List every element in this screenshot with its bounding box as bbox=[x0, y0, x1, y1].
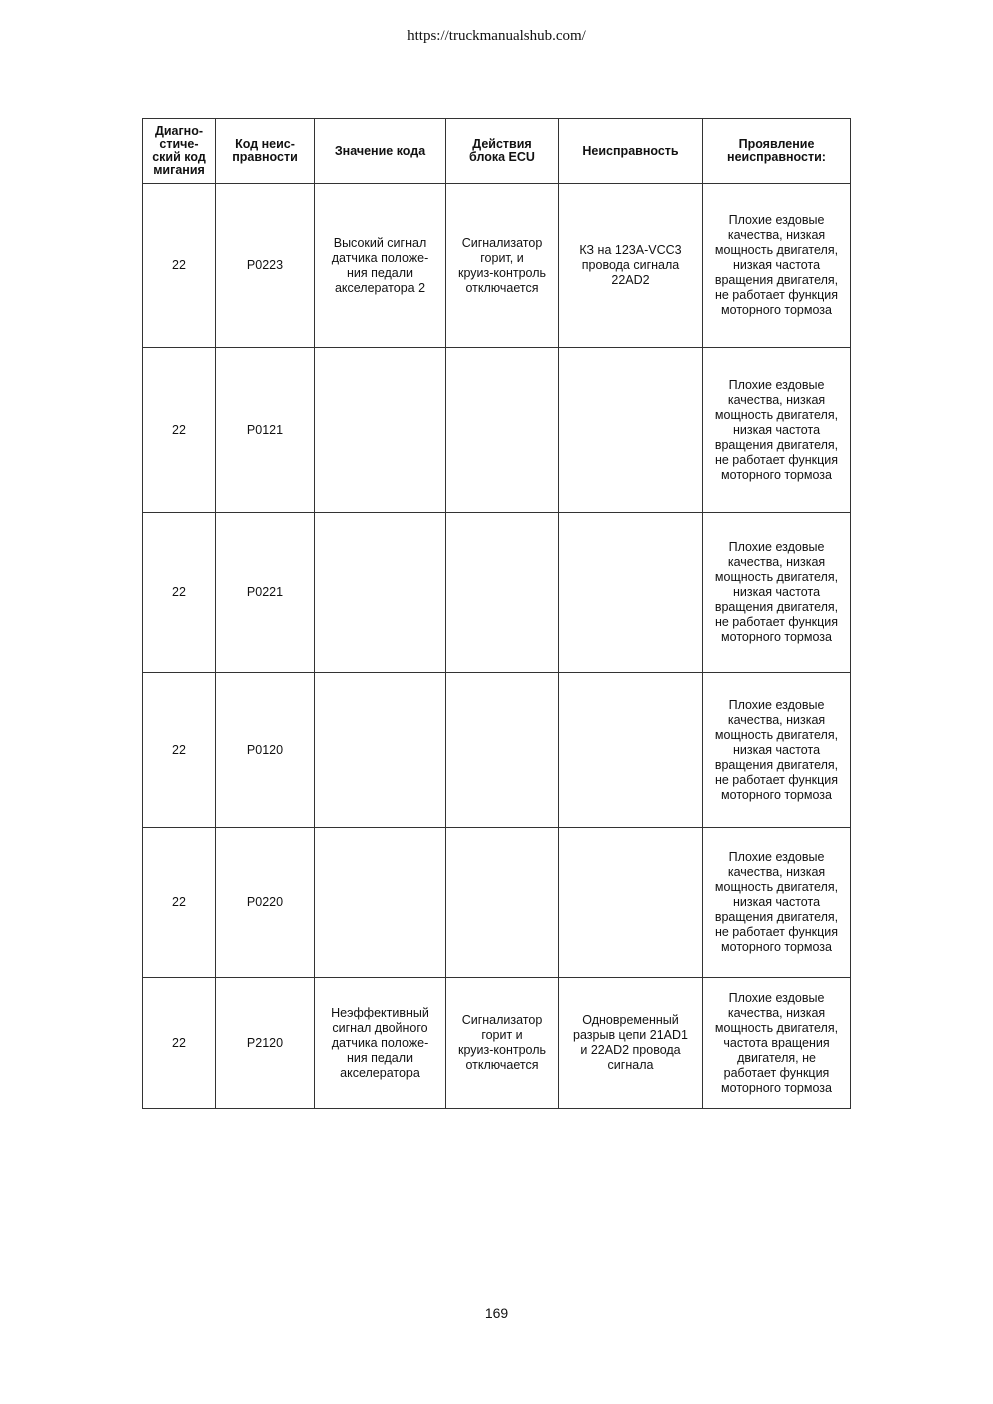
column-header-ecu-actions: Действия блока ECU bbox=[446, 119, 559, 184]
code-meaning-cell bbox=[315, 348, 446, 513]
symptom-cell: Плохие ездовые качества, низкая мощность двигателя, низкая частота вращения двигателя, не работает функция моторного тормоза bbox=[703, 348, 851, 513]
table-row bbox=[143, 978, 851, 1109]
fault-cell: Одновременный разрыв цепи 21AD1 и 22AD2 провода сигнала bbox=[559, 978, 703, 1109]
blink-code-cell: 22 bbox=[143, 828, 216, 978]
table-header-row bbox=[143, 119, 851, 184]
blink-code-cell: 22 bbox=[143, 673, 216, 828]
blink-code-cell: 22 bbox=[143, 978, 216, 1109]
ecu-actions-cell bbox=[446, 513, 559, 673]
code-meaning-cell: Высокий сигнал датчика положе- ния педали акселератора 2 bbox=[315, 184, 446, 348]
fault-code-cell: P2120 bbox=[216, 978, 315, 1109]
fault-cell bbox=[559, 348, 703, 513]
code-meaning-cell bbox=[315, 513, 446, 673]
page-number: 169 bbox=[484, 1305, 509, 1321]
fault-code-cell: P0121 bbox=[216, 348, 315, 513]
symptom-cell: Плохие ездовые качества, низкая мощность двигателя, низкая частота вращения двигателя, не работает функция моторного тормоза bbox=[703, 673, 851, 828]
column-header-symptom: Проявление неисправности: bbox=[703, 119, 851, 184]
symptom-cell: Плохие ездовые качества, низкая мощность двигателя, низкая частота вращения двигателя, не работает функция моторного тормоза bbox=[703, 184, 851, 348]
ecu-actions-cell: Сигнализатор горит, и круиз-контроль отключается bbox=[446, 184, 559, 348]
fault-code-cell: P0220 bbox=[216, 828, 315, 978]
table-row bbox=[143, 828, 851, 978]
fault-cell bbox=[559, 673, 703, 828]
fault-code-cell: P0120 bbox=[216, 673, 315, 828]
column-header-code-meaning: Значение кода bbox=[315, 119, 446, 184]
blink-code-cell: 22 bbox=[143, 348, 216, 513]
table-row bbox=[143, 348, 851, 513]
page-header-url: https://truckmanualshub.com/ bbox=[407, 28, 586, 44]
ecu-actions-cell bbox=[446, 348, 559, 513]
table-row bbox=[143, 673, 851, 828]
symptom-cell: Плохие ездовые качества, низкая мощность двигателя, частота вращения двигателя, не работает функция моторного тормоза bbox=[703, 978, 851, 1109]
blink-code-cell: 22 bbox=[143, 184, 216, 348]
fault-cell bbox=[559, 513, 703, 673]
symptom-cell: Плохие ездовые качества, низкая мощность двигателя, низкая частота вращения двигателя, не работает функция моторного тормоза bbox=[703, 513, 851, 673]
table-row bbox=[143, 513, 851, 673]
code-meaning-cell: Неэффективный сигнал двойного датчика положе- ния педали акселератора bbox=[315, 978, 446, 1109]
column-header-blink-code: Диагно- стиче- ский код мигания bbox=[143, 119, 216, 184]
fault-cell: КЗ на 123A-VCC3 провода сигнала 22AD2 bbox=[559, 184, 703, 348]
symptom-cell: Плохие ездовые качества, низкая мощность двигателя, низкая частота вращения двигателя, не работает функция моторного тормоза bbox=[703, 828, 851, 978]
ecu-actions-cell bbox=[446, 828, 559, 978]
column-header-fault-code: Код неис- правности bbox=[216, 119, 315, 184]
fault-cell bbox=[559, 828, 703, 978]
code-meaning-cell bbox=[315, 673, 446, 828]
ecu-actions-cell: Сигнализатор горит и круиз-контроль отключается bbox=[446, 978, 559, 1109]
table-row bbox=[143, 184, 851, 348]
fault-code-table bbox=[142, 118, 851, 1109]
fault-code-cell: P0221 bbox=[216, 513, 315, 673]
blink-code-cell: 22 bbox=[143, 513, 216, 673]
fault-code-cell: P0223 bbox=[216, 184, 315, 348]
code-meaning-cell bbox=[315, 828, 446, 978]
ecu-actions-cell bbox=[446, 673, 559, 828]
column-header-fault: Неисправность bbox=[559, 119, 703, 184]
